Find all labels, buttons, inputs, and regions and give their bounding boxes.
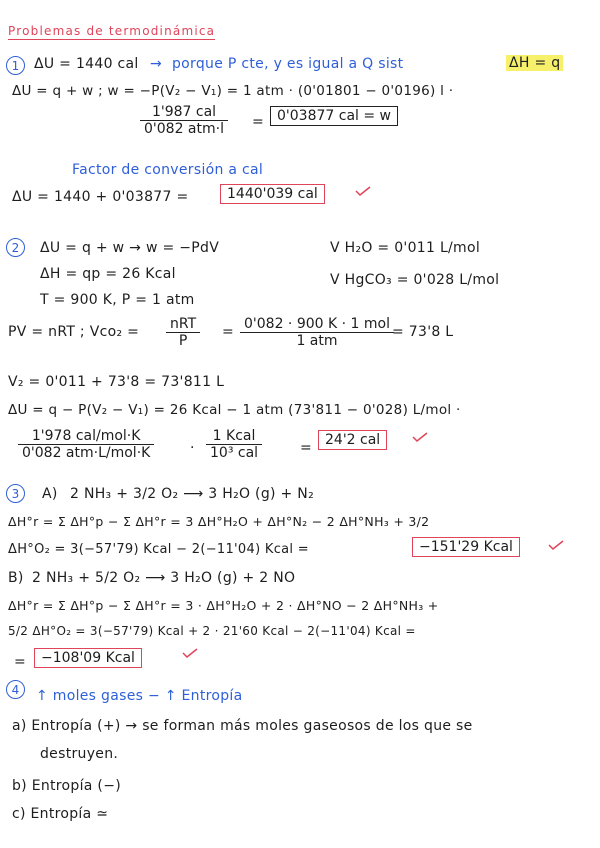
- p3-b-eq: =: [14, 654, 27, 670]
- p2-conv-den: 0'082 atm·L/mol·K: [22, 445, 151, 461]
- p1-eq-sign: =: [252, 114, 265, 130]
- p3-b-line1: ΔH°r = Σ ΔH°p − Σ ΔH°r = 3 · ΔH°H₂O + 2 · ΔH°NO − 2 ΔH°NH₃ +: [8, 598, 439, 613]
- p4-a: a) Entropía (+) → se forman más moles gaseosos de los que se: [12, 718, 473, 734]
- p2-v-hgco3: V HgCO₃ = 0'028 L/mol: [330, 272, 500, 288]
- p1-conversion-fraction: [140, 104, 228, 137]
- p1-w-result: 0'03877 cal = w: [270, 106, 398, 126]
- p2-frac2-den: 1 atm: [296, 333, 338, 349]
- p2-eq: =: [300, 440, 313, 456]
- check-icon: [355, 186, 371, 196]
- p2-l4-eq: =: [222, 324, 235, 340]
- p2-line2: ΔH = qp = 26 Kcal: [40, 266, 176, 282]
- p3-b-reaction: 2 NH₃ + 5/2 O₂ ⟶ 3 H₂O (g) + 2 NO: [32, 570, 296, 586]
- p1-line1-du: ΔU = 1440 cal: [34, 56, 139, 72]
- check-icon: [412, 432, 428, 442]
- problem-number-1: 1: [6, 56, 25, 75]
- p2-line6: ΔU = q − P(V₂ − V₁) = 26 Kcal − 1 atm (73'811 − 0'028) L/mol ·: [8, 402, 461, 418]
- p1-factor-label: Factor de conversión a cal: [72, 162, 264, 178]
- p1-line2: ΔU = q + w ; w = −P(V₂ − V₁) = 1 atm · (0'01801 − 0'0196) l ·: [12, 83, 454, 99]
- p2-frac1-den: P: [178, 333, 188, 349]
- p4-a2: destruyen.: [40, 746, 119, 762]
- p1-conv-num: 1'987 cal: [140, 104, 228, 121]
- p2-conv2-num: 1 Kcal: [206, 428, 262, 445]
- p2-conversion-fraction: [18, 428, 154, 461]
- p2-frac1-num: nRT: [166, 316, 200, 333]
- problem-number-3: 3: [6, 484, 25, 503]
- p2-v-h2o: V H₂O = 0'011 L/mol: [330, 240, 481, 256]
- page-title: Problemas de termodinámica: [8, 24, 216, 38]
- p2-conv2-den: 10³ cal: [210, 445, 259, 461]
- p1-conv-den: 0'082 atm·l: [144, 121, 224, 137]
- p1-answer-box: 1440'039 cal: [220, 184, 325, 204]
- p3-b-line2: 5/2 ΔH°O₂ = 3(−57'79) Kcal + 2 · 21'60 Kcal − 2(−11'04) Kcal =: [8, 624, 416, 638]
- p1-highlight-text: ΔH = q: [506, 55, 563, 71]
- p4-b: b) Entropía (−): [12, 778, 121, 794]
- p2-line5: V₂ = 0'011 + 73'8 = 73'811 L: [8, 374, 225, 390]
- p2-fraction-values: [240, 316, 394, 349]
- p2-answer-box: 24'2 cal: [318, 430, 387, 450]
- check-icon: [548, 540, 564, 550]
- p1-highlight: [506, 55, 563, 71]
- p2-dot: ·: [190, 440, 195, 456]
- p3-a-answer-box: −151'29 Kcal: [412, 537, 520, 557]
- p4-head: ↑ moles gases − ↑ Entropía: [36, 688, 243, 704]
- p4-c: c) Entropía ≃: [12, 806, 109, 822]
- p2-line1: ΔU = q + w → w = −PdV: [40, 240, 220, 256]
- p2-l4-result: = 73'8 L: [392, 324, 454, 340]
- p3-a-label: A): [42, 486, 58, 502]
- problem-number-4: 4: [6, 680, 25, 699]
- p2-conv-num: 1'978 cal/mol·K: [18, 428, 154, 445]
- arrow-icon: →: [150, 56, 163, 72]
- p3-a-line1: ΔH°r = Σ ΔH°p − Σ ΔH°r = 3 ΔH°H₂O + ΔH°N₂ − 2 ΔH°NH₃ + 3/2: [8, 514, 430, 529]
- p2-line3: T = 900 K, P = 1 atm: [40, 292, 195, 308]
- p2-frac2-num: 0'082 · 900 K · 1 mol: [240, 316, 394, 333]
- p2-fraction-nrt: [166, 316, 200, 349]
- p3-b-answer-box: −108'09 Kcal: [34, 648, 142, 668]
- p1-du-line: ΔU = 1440 + 0'03877 =: [12, 189, 189, 205]
- p2-kcal-fraction: [206, 428, 262, 461]
- p3-a-line2: ΔH°O₂ = 3(−57'79) Kcal − 2(−11'04) Kcal =: [8, 542, 309, 557]
- p2-line4-a: PV = nRT ; Vco₂ =: [8, 324, 140, 340]
- p3-a-reaction: 2 NH₃ + 3/2 O₂ ⟶ 3 H₂O (g) + N₂: [70, 486, 314, 502]
- check-icon: [182, 648, 198, 658]
- p3-b-label: B): [8, 570, 24, 586]
- p1-line1-reason: porque P cte, y es igual a Q sist: [172, 56, 404, 72]
- problem-number-2: 2: [6, 238, 25, 257]
